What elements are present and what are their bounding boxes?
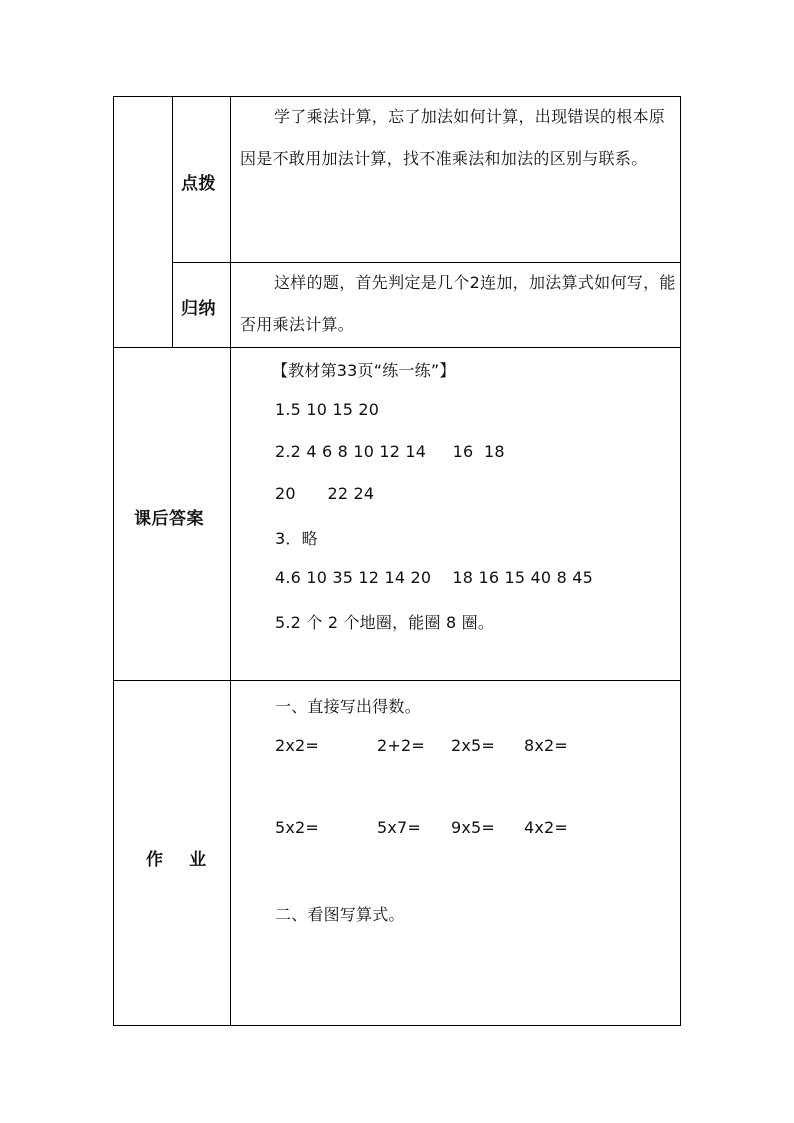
inner-col-divider	[172, 96, 173, 348]
homework-part1-title: 一、直接写出得数。	[275, 697, 421, 716]
exercise-r1-c2: 2+2=	[377, 736, 425, 755]
exercise-r2-c1: 5x2=	[275, 818, 320, 837]
summary-label: 归纳	[181, 299, 216, 319]
answers-line-5: 3．略	[275, 529, 318, 548]
row-divider-answers	[113, 347, 681, 348]
answers-line-7: 5.2 个 2 个地圈，能圈 8 圈。	[275, 613, 495, 632]
summary-text: 这样的题，首先判定是几个2连加，加法算式如何写，能否用乘法计算。	[240, 273, 676, 334]
homework-label: 作 业	[146, 850, 207, 870]
exercise-r1-c3: 2x5=	[451, 736, 496, 755]
exercise-r2-c4: 4x2=	[524, 818, 569, 837]
table-left-border	[113, 96, 114, 1026]
answers-line-4: 20 22 24	[275, 484, 375, 503]
row-divider-homework	[113, 680, 681, 681]
homework-part2-title: 二、看图写算式。	[275, 905, 405, 924]
exercise-r2-c2: 5x7=	[377, 818, 422, 837]
table-bottom-border	[113, 1025, 681, 1026]
hint-text: 学了乘法计算，忘了加法如何计算，出现错误的根本原因是不敢用加法计算，找不准乘法和加法的区别与联系。	[240, 107, 666, 168]
exercise-r2-c3: 9x5=	[451, 818, 496, 837]
answers-line-1: 【教材第33页“练一练”】	[272, 361, 456, 380]
exercise-r1-c4: 8x2=	[524, 736, 569, 755]
answers-line-3: 2.2 4 6 8 10 12 14 16 18	[275, 442, 505, 461]
answers-line-2: 1.5 10 15 20	[275, 400, 380, 419]
table-right-border	[680, 96, 681, 1026]
exercise-r1-c1: 2x2=	[275, 736, 320, 755]
content-col-divider	[230, 96, 231, 1026]
answers-line-6: 4.6 10 35 12 14 20 18 16 15 40 8 45	[275, 568, 594, 587]
answers-label: 课后答案	[134, 509, 204, 529]
hint-label: 点拨	[181, 174, 216, 194]
